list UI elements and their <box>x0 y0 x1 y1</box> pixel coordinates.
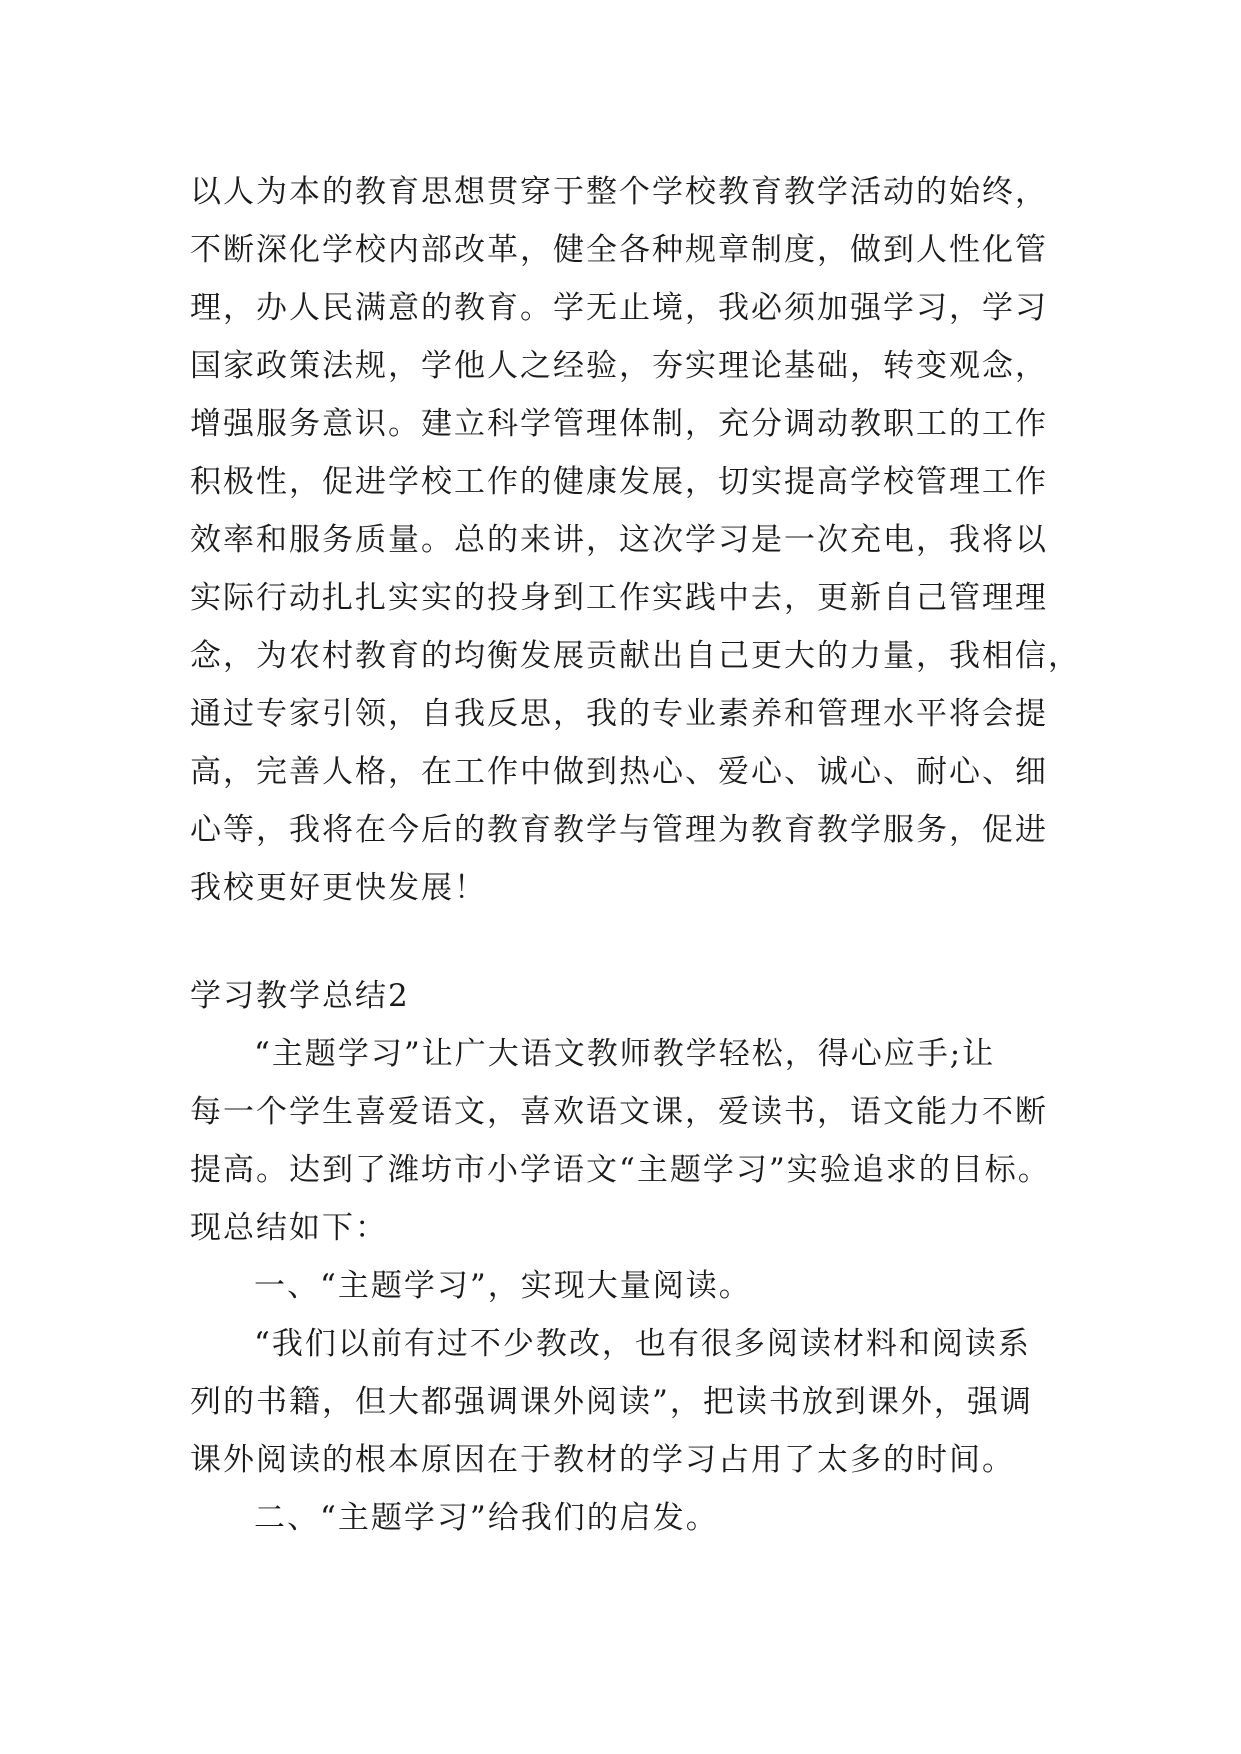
text-line: 不断深化学校内部改革，健全各种规章制度，做到人性化管 <box>190 232 1048 268</box>
text-line: 国家政策法规，学他人之经验，夯实理论基础，转变观念， <box>190 348 1048 384</box>
text-line: 实际行动扎扎实实的投身到工作实践中去，更新自己管理理 <box>190 580 1048 616</box>
body-line: “我们以前有过不少教改，也有很多阅读材料和阅读系 <box>254 1326 1031 1362</box>
text-line: 积极性，促进学校工作的健康发展，切实提高学校管理工作 <box>190 464 1048 500</box>
intro-line: “主题学习”让广大语文教师教学轻松，得心应手;让 <box>254 1036 996 1072</box>
text-line: 我校更好更快发展！ <box>190 870 487 906</box>
subheading-2: 二、“主题学习”给我们的启发。 <box>254 1500 719 1536</box>
intro-line: 每一个学生喜爱语文，喜欢语文课，爱读书，语文能力不断 <box>190 1094 1048 1130</box>
section-title: 学习教学总结2 <box>190 978 410 1014</box>
text-line: 心等，我将在今后的教育教学与管理为教育教学服务，促进 <box>190 812 1048 848</box>
subheading-1: 一、“主题学习”，实现大量阅读。 <box>254 1268 752 1304</box>
text-line: 以人为本的教育思想贯穿于整个学校教育教学活动的始终， <box>190 174 1048 210</box>
text-line: 理，办人民满意的教育。学无止境，我必须加强学习，学习 <box>190 290 1048 326</box>
body-line: 列的书籍，但大都强调课外阅读”，把读书放到课外，强调 <box>190 1384 1033 1420</box>
text-line: 通过专家引领，自我反思，我的专业素养和管理水平将会提 <box>190 696 1048 732</box>
text-line: 效率和服务质量。总的来讲，这次学习是一次充电，我将以 <box>190 522 1048 558</box>
intro-line: 现总结如下： <box>190 1210 388 1246</box>
body-line: 课外阅读的根本原因在于教材的学习占用了太多的时间。 <box>190 1442 1015 1478</box>
paragraph-continued <box>190 163 1081 917</box>
section-summary-2 <box>190 967 1060 1547</box>
text-line: 高，完善人格，在工作中做到热心、爱心、诚心、耐心、细 <box>190 754 1048 790</box>
text-line: 念，为农村教育的均衡发展贡献出自己更大的力量，我相信， <box>190 638 1081 674</box>
intro-line: 提高。达到了潍坊市小学语文“主题学习”实验追求的目标。 <box>190 1152 1051 1188</box>
text-line: 增强服务意识。建立科学管理体制，充分调动教职工的工作 <box>190 406 1048 442</box>
